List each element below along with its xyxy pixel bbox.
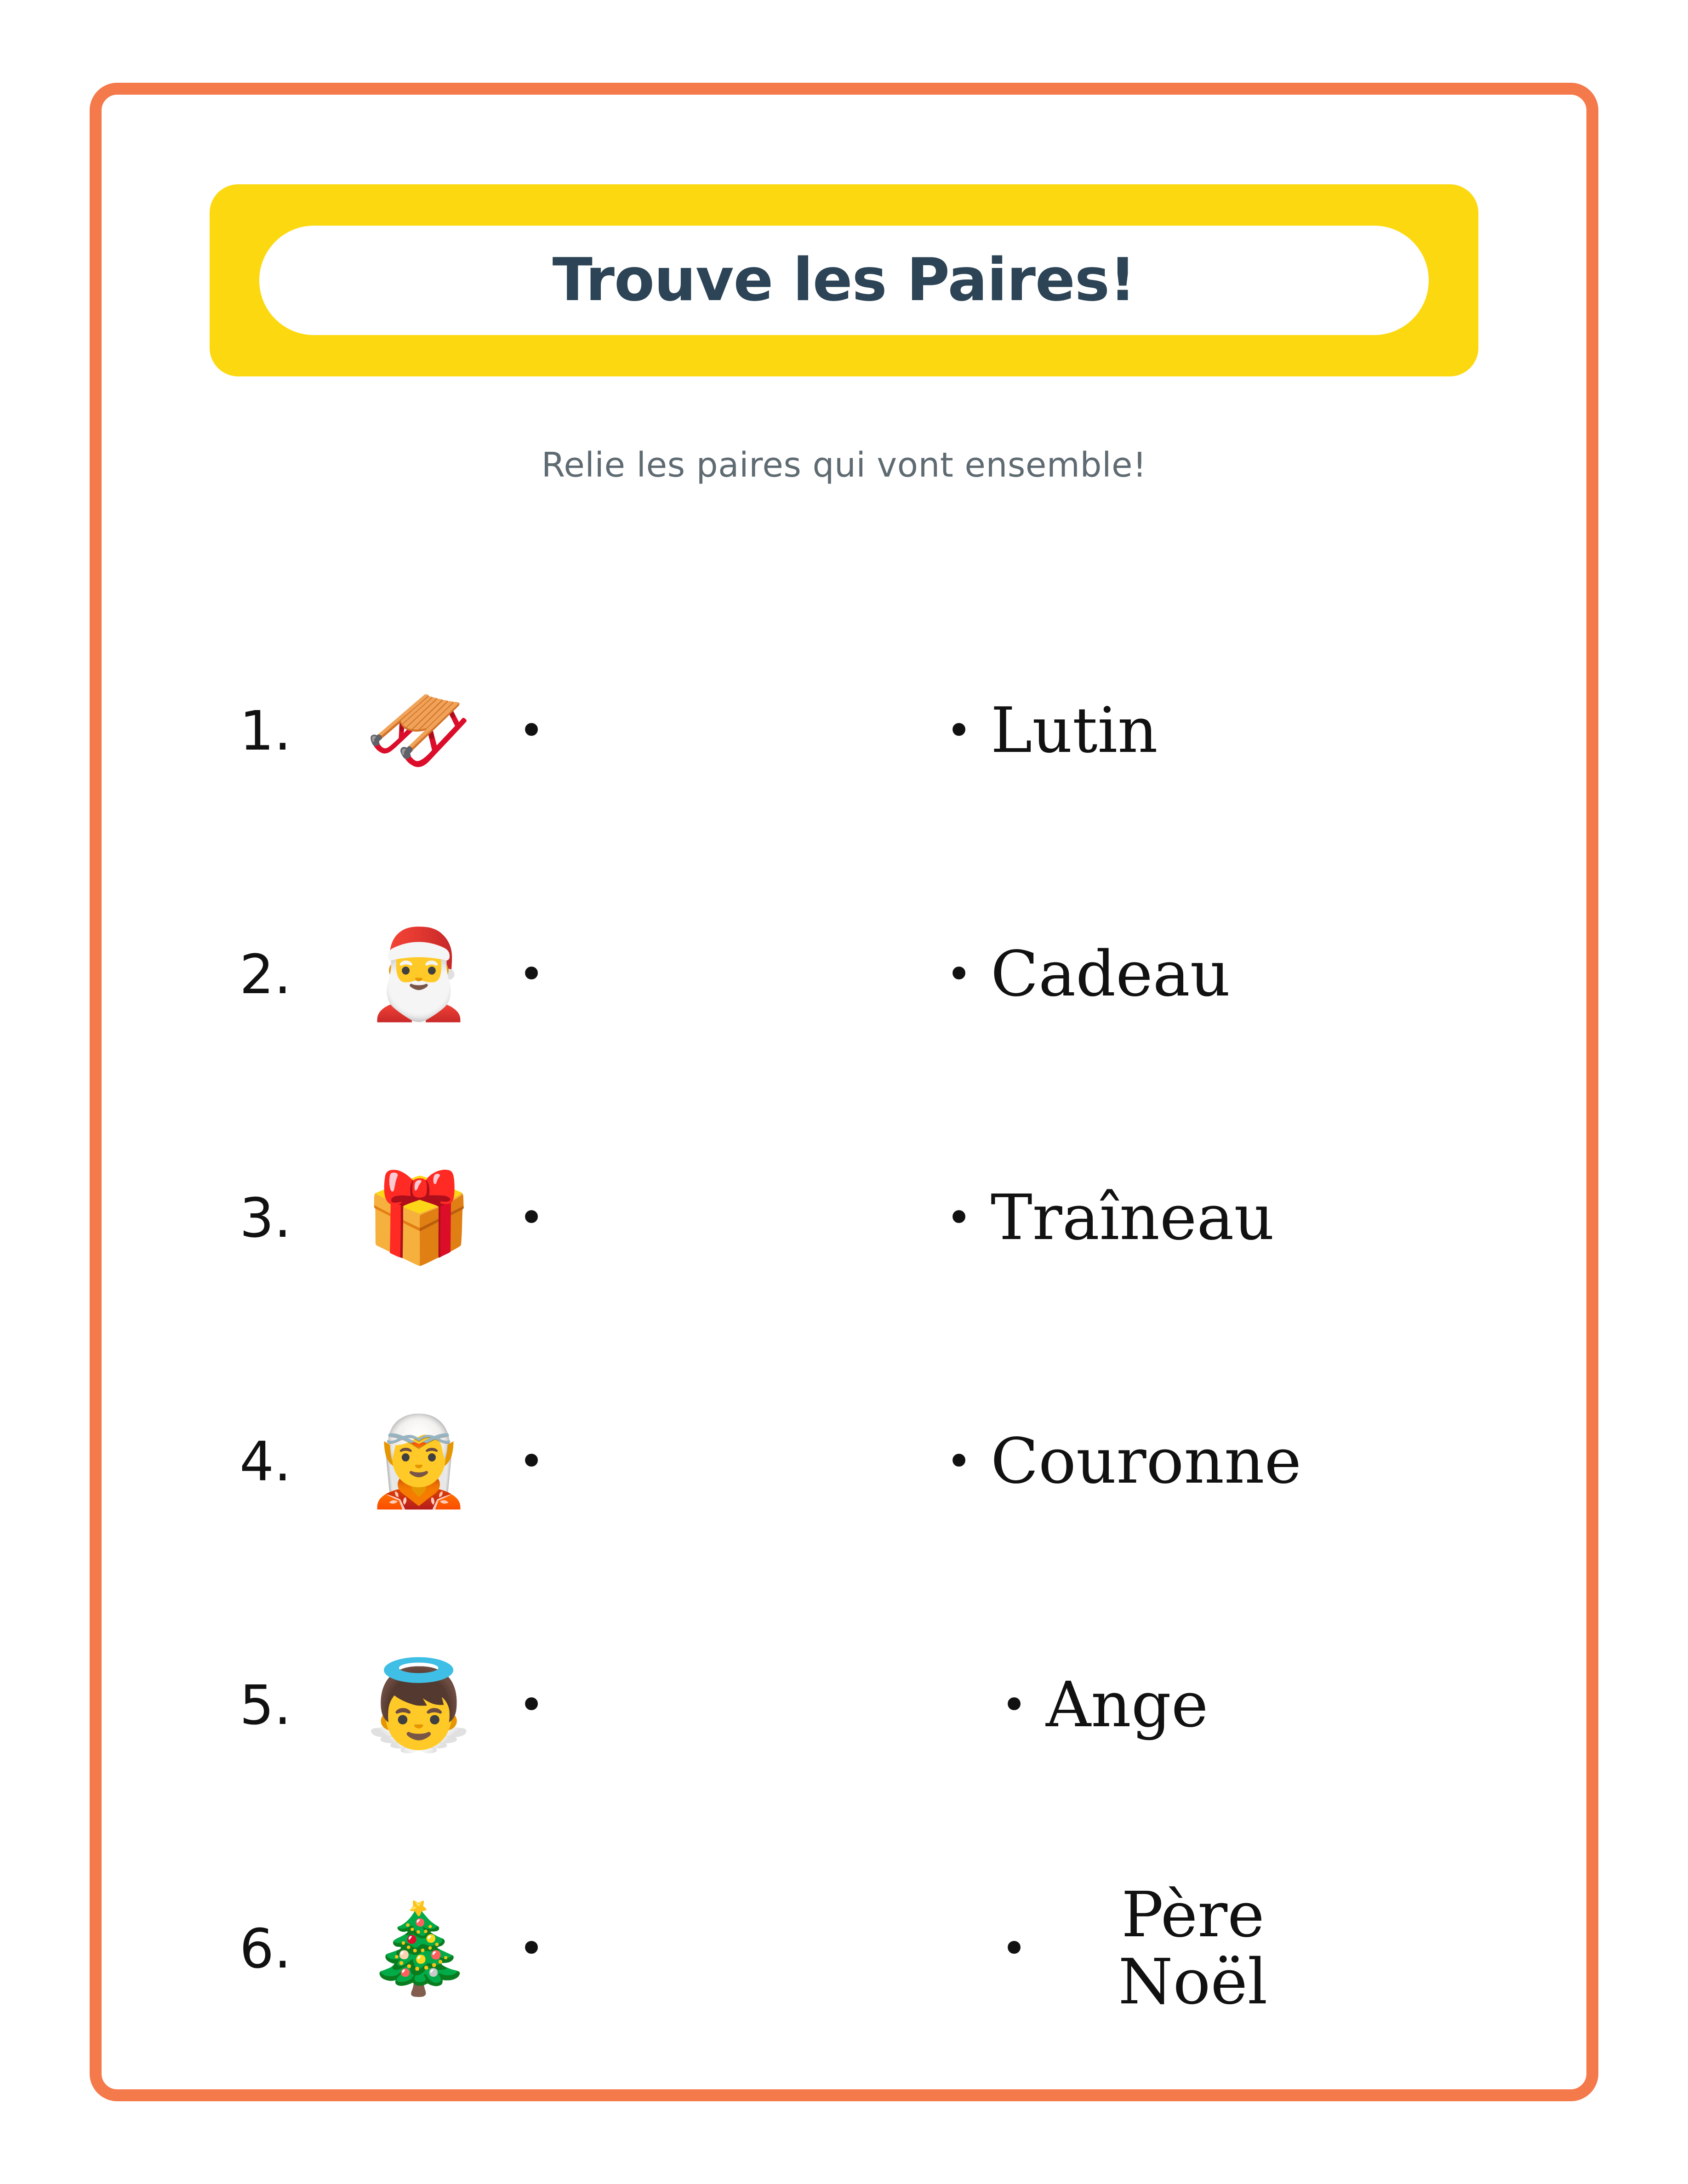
connector-dot[interactable]: • — [1001, 1679, 1027, 1731]
list-item[interactable] — [938, 609, 1481, 853]
santa-claus-icon: 🎅 — [364, 923, 473, 1025]
instructions-text: Relie les paires qui vont ensemble! — [541, 445, 1147, 485]
list-item[interactable] — [938, 1583, 1481, 1827]
connector-dot[interactable]: • — [946, 949, 972, 1001]
connector-dot[interactable]: • — [518, 1923, 545, 1975]
connector-dot[interactable]: • — [518, 949, 545, 1001]
page-title: Trouve les Paires! — [552, 246, 1136, 314]
answer-label: Traîneau — [991, 1181, 1275, 1254]
item-number: 6. — [240, 1917, 291, 1981]
list-item[interactable] — [240, 1096, 782, 1340]
answer-label: Cadeau — [991, 938, 1231, 1011]
matching-game — [102, 609, 1586, 2070]
connector-dot[interactable]: • — [518, 705, 545, 757]
connector-dot[interactable]: • — [946, 1192, 972, 1244]
answer-label: Ange — [1046, 1668, 1209, 1741]
title-pill — [259, 226, 1429, 335]
connector-dot[interactable]: • — [518, 1436, 545, 1488]
connector-dot[interactable]: • — [946, 1436, 972, 1488]
connector-dot[interactable]: • — [518, 1192, 545, 1244]
wreath-icon: 🎄 — [364, 1898, 473, 2000]
list-item[interactable] — [240, 1583, 782, 1827]
connector-dot[interactable]: • — [946, 705, 972, 757]
item-number: 3. — [240, 1186, 291, 1250]
left-column — [240, 609, 782, 2070]
list-item[interactable] — [240, 1827, 782, 2070]
list-item[interactable] — [240, 853, 782, 1096]
answer-label: Père Noël — [1118, 1878, 1268, 2019]
answer-label: Lutin — [991, 694, 1158, 767]
list-item[interactable] — [240, 609, 782, 853]
list-item[interactable] — [240, 1340, 782, 1583]
list-item[interactable] — [938, 1827, 1481, 2070]
item-number: 4. — [240, 1430, 291, 1494]
list-item[interactable] — [938, 1340, 1481, 1583]
elf-icon: 🧝 — [364, 1410, 473, 1513]
item-number: 1. — [240, 699, 291, 763]
list-item[interactable] — [938, 853, 1481, 1096]
worksheet-frame — [90, 83, 1598, 2101]
right-column — [938, 609, 1481, 2070]
item-number: 5. — [240, 1673, 291, 1737]
connector-dot[interactable]: • — [518, 1679, 545, 1731]
connector-dot[interactable]: • — [1001, 1923, 1027, 1975]
title-banner — [210, 184, 1478, 376]
sleigh-icon: 🛷 — [364, 680, 473, 782]
angel-icon: 👼 — [364, 1654, 473, 1756]
answer-label: Couronne — [991, 1425, 1302, 1498]
list-item[interactable] — [938, 1096, 1481, 1340]
gift-icon: 🎁 — [364, 1167, 473, 1269]
item-number: 2. — [240, 943, 291, 1007]
